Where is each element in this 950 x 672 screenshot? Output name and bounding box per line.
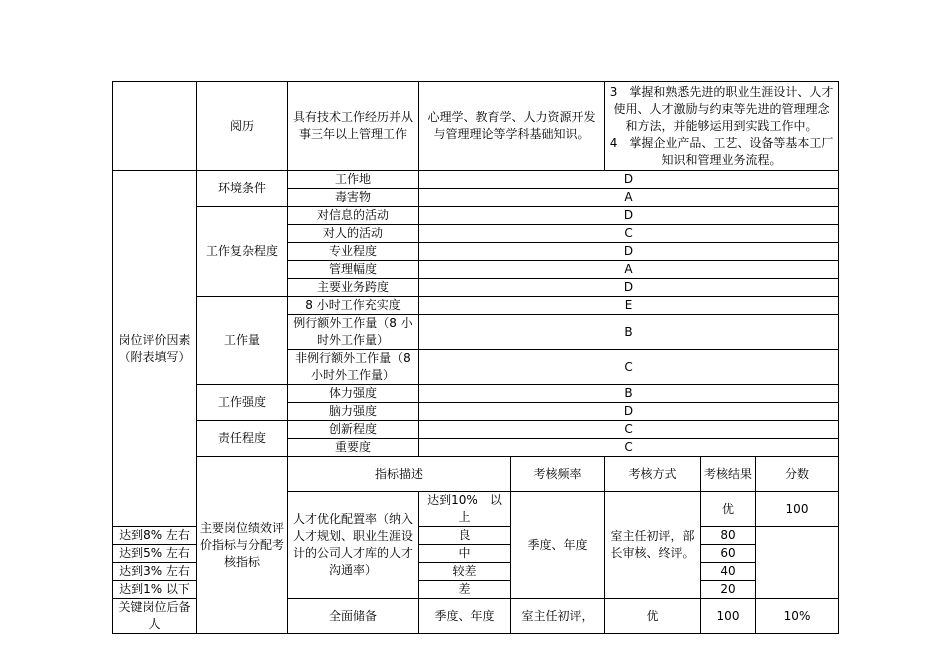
skills-cell — [605, 82, 839, 171]
kpi-score: 60 — [701, 545, 756, 563]
kpi-result: 差 — [419, 581, 511, 599]
skill-item-4: 4 掌握企业产品、工艺、设备等基本工厂知识和管理业务流程。 — [609, 135, 834, 167]
kpi-level-desc: 达到5% 左右 — [113, 545, 197, 563]
kpi-result: 较差 — [419, 563, 511, 581]
factor-row — [113, 207, 839, 225]
header-method: 考核方式 — [605, 457, 701, 492]
factor-name: 工作地 — [288, 171, 419, 189]
kpi-result: 良 — [419, 527, 511, 545]
factor-name: 管理幅度 — [288, 261, 419, 279]
group-name: 环境条件 — [197, 171, 288, 207]
factor-name: 8 小时工作充实度 — [288, 297, 419, 315]
header-result: 考核结果 — [701, 457, 756, 492]
factor-name: 毒害物 — [288, 189, 419, 207]
kpi-method: 室主任初评，部长审核、终评。 — [605, 492, 701, 599]
factor-grade: D — [419, 403, 839, 421]
group-name: 工作强度 — [197, 385, 288, 421]
experience-requirement: 具有技术工作经历并从事三年以上管理工作 — [288, 82, 419, 171]
factor-grade: D — [419, 171, 839, 189]
kpi-result: 优 — [605, 599, 701, 634]
factor-row — [113, 297, 839, 315]
group-name: 工作复杂程度 — [197, 207, 288, 297]
kpi-score: 40 — [701, 563, 756, 581]
kpi-level-desc: 达到1% 以下 — [113, 581, 197, 599]
kpi-header-row — [113, 457, 839, 492]
factor-name: 专业程度 — [288, 243, 419, 261]
kpi-result: 中 — [419, 545, 511, 563]
kpi-level-desc: 达到10% 以上 — [419, 492, 511, 527]
group-name: 责任程度 — [197, 421, 288, 457]
factor-row — [113, 421, 839, 439]
kpi-score: 100 — [756, 492, 839, 527]
factor-row — [113, 385, 839, 403]
factor-grade: C — [419, 439, 839, 457]
evaluation-title: 岗位评价因素（附表填写） — [113, 171, 197, 527]
skill-item-3: 3 掌握和熟悉先进的职业生涯设计、人才使用、人才激励与约束等先进的管理理念和方法，并能够运用到实践工作中。 — [609, 84, 834, 133]
header-score: 分数 — [756, 457, 839, 492]
header-desc: 指标描述 — [288, 457, 511, 492]
factor-name: 非例行额外工作量（8 小时外工作量） — [288, 350, 419, 385]
factor-name: 重要度 — [288, 439, 419, 457]
factor-grade: A — [419, 261, 839, 279]
factor-grade: C — [419, 225, 839, 243]
kpi-frequency: 季度、年度 — [511, 492, 605, 599]
factor-name: 对信息的活动 — [288, 207, 419, 225]
factor-grade: D — [419, 279, 839, 297]
kpi-item-name: 关键岗位后备人 — [113, 599, 197, 634]
factor-name: 创新程度 — [288, 421, 419, 439]
kpi-level-desc: 达到3% 左右 — [113, 563, 197, 581]
blank-cell — [113, 82, 197, 171]
factor-grade: D — [419, 207, 839, 225]
kpi-item-name: 人才优化配置率（纳入人才规划、职业生涯设计的公司人才库的人才沟通率） — [288, 492, 419, 599]
kpi-score: 20 — [701, 581, 756, 599]
experience-row — [113, 82, 839, 171]
factor-name: 脑力强度 — [288, 403, 419, 421]
factor-grade: A — [419, 189, 839, 207]
factor-grade: B — [419, 385, 839, 403]
kpi-weight: 10% — [756, 599, 839, 634]
kpi-method: 室主任初评， — [511, 599, 605, 634]
factor-row — [113, 171, 839, 189]
factor-grade: C — [419, 350, 839, 385]
factor-grade: D — [419, 243, 839, 261]
factor-grade: C — [419, 421, 839, 439]
factor-name: 主要业务跨度 — [288, 279, 419, 297]
factor-name: 对人的活动 — [288, 225, 419, 243]
kpi-result: 优 — [701, 492, 756, 527]
kpi-title: 主要岗位绩效评价指标与分配考核指标 — [197, 457, 288, 634]
kpi-score: 100 — [701, 599, 756, 634]
kpi-score: 80 — [701, 527, 756, 545]
factor-grade: E — [419, 297, 839, 315]
kpi-level-desc: 全面储备 — [288, 599, 419, 634]
kpi-frequency: 季度、年度 — [419, 599, 511, 634]
group-name: 工作量 — [197, 297, 288, 385]
knowledge-cell — [419, 82, 605, 171]
kpi-level-desc: 达到8% 左右 — [113, 527, 197, 545]
factor-name: 体力强度 — [288, 385, 419, 403]
factor-name: 例行额外工作量（8 小时外工作量） — [288, 315, 419, 350]
header-frequency: 考核频率 — [511, 457, 605, 492]
factor-grade: B — [419, 315, 839, 350]
knowledge-text: 心理学、教育学、人力资源开发与管理理论等学科基础知识。 — [427, 110, 596, 141]
experience-label: 阅历 — [197, 82, 288, 171]
job-description-table — [112, 81, 839, 634]
